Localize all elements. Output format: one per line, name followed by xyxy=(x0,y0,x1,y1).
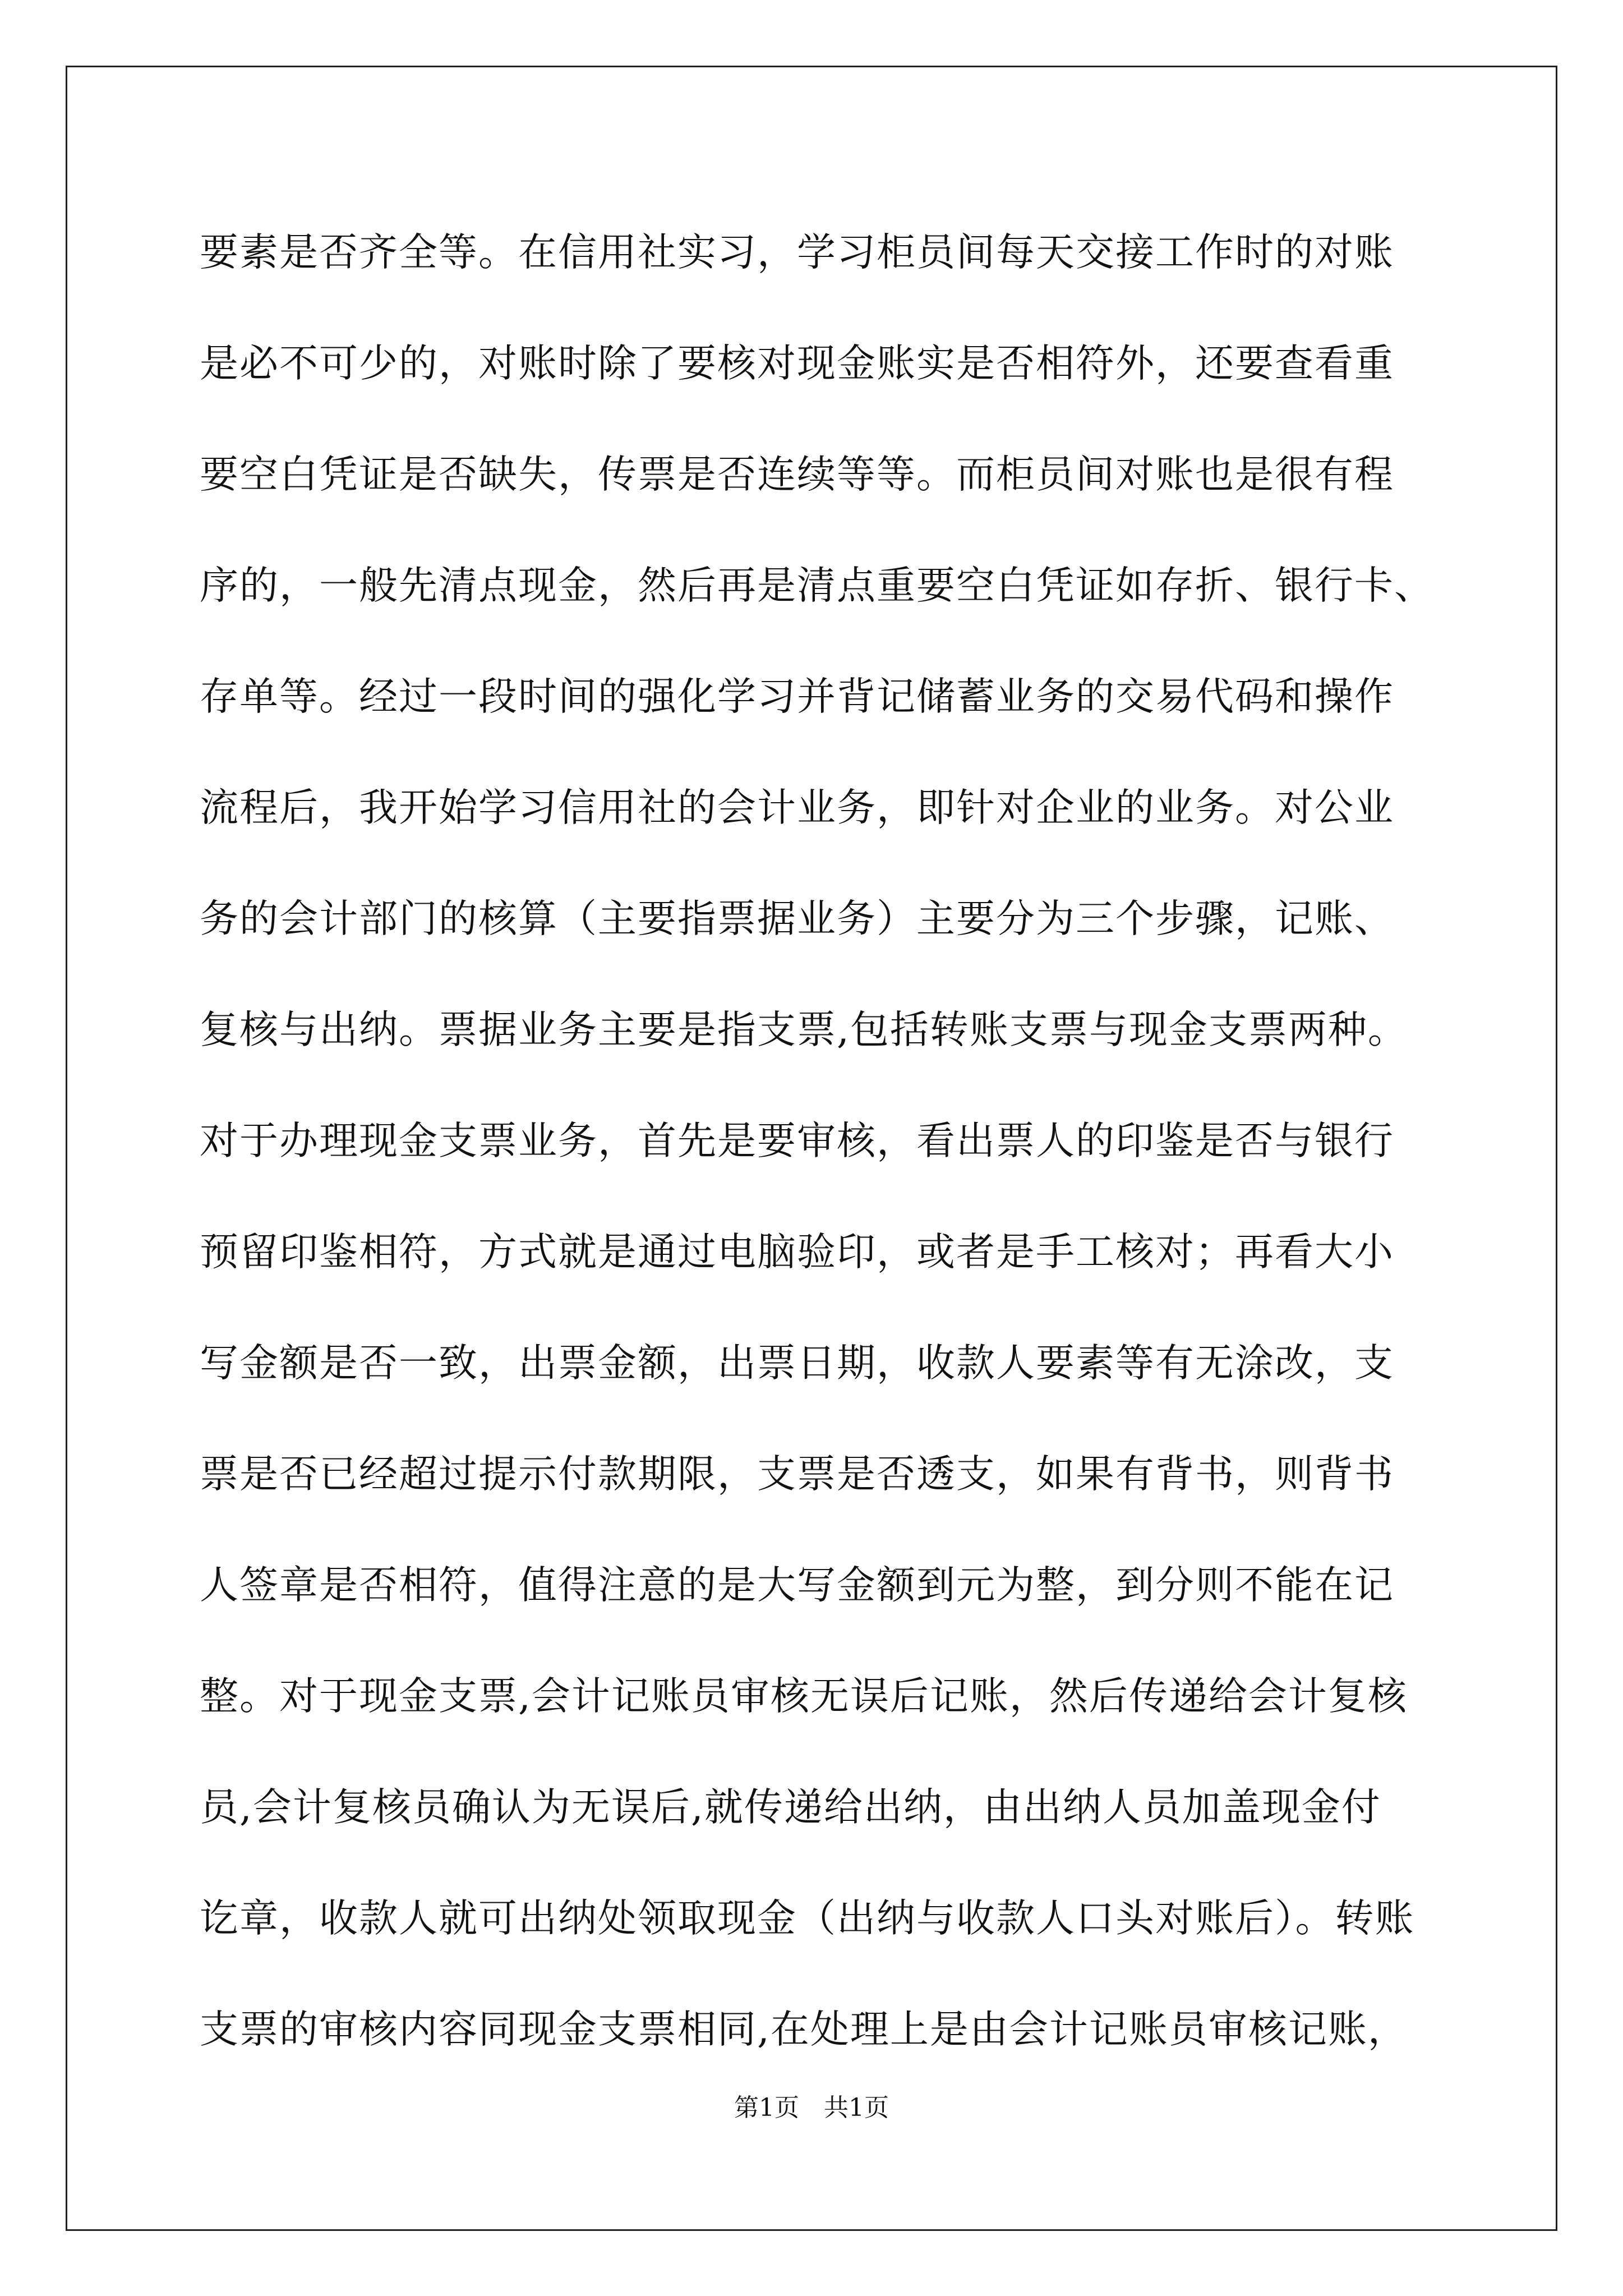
text-line: 票是否已经超过提示付款期限，支票是否透支，如果有背书，则背书 xyxy=(200,1452,1394,1497)
text-line: 支票的审核内容同现金支票相同,在处理上是由会计记账员审核记账， xyxy=(200,2007,1408,2052)
text-line: 是必不可少的，对账时除了要核对现金账实是否相符外，还要查看重 xyxy=(200,341,1394,386)
text-line: 务的会计部门的核算（主要指票据业务）主要分为三个步骤，记账、 xyxy=(200,896,1394,941)
text-line: 员,会计复核员确认为无误后,就传递给出纳，由出纳人员加盖现金付 xyxy=(200,1785,1381,1830)
text-line: 要空白凭证是否缺失，传票是否连续等等。而柜员间对账也是很有程 xyxy=(200,452,1394,497)
text-line: 整。对于现金支票,会计记账员审核无误后记账，然后传递给会计复核 xyxy=(200,1674,1408,1719)
text-line: 复核与出纳。票据业务主要是指支票,包括转账支票与现金支票两种。 xyxy=(200,1007,1408,1052)
text-line: 序的，一般先清点现金，然后再是清点重要空白凭证如存折、银行卡、 xyxy=(200,563,1434,608)
text-line: 讫章，收款人就可出纳处领取现金（出纳与收款人口头对账后）。转账 xyxy=(200,1896,1415,1941)
text-line: 预留印鉴相符，方式就是通过电脑验印，或者是手工核对；再看大小 xyxy=(200,1230,1394,1274)
text-line: 存单等。经过一段时间的强化学习并背记储蓄业务的交易代码和操作 xyxy=(200,674,1394,719)
body-text xyxy=(200,219,1433,2107)
text-line: 写金额是否一致，出票金额，出票日期，收款人要素等有无涂改，支 xyxy=(200,1341,1394,1386)
text-line: 流程后，我开始学习信用社的会计业务，即针对企业的业务。对公业 xyxy=(200,785,1394,830)
text-line: 对于办理现金支票业务，首先是要审核，看出票人的印鉴是否与银行 xyxy=(200,1119,1394,1163)
text-line: 要素是否齐全等。在信用社实习，学习柜员间每天交接工作时的对账 xyxy=(200,230,1394,275)
text-line: 人签章是否相符，值得注意的是大写金额到元为整，到分则不能在记 xyxy=(200,1563,1394,1608)
page-footer: 第1页 共1页 xyxy=(734,2093,889,2122)
